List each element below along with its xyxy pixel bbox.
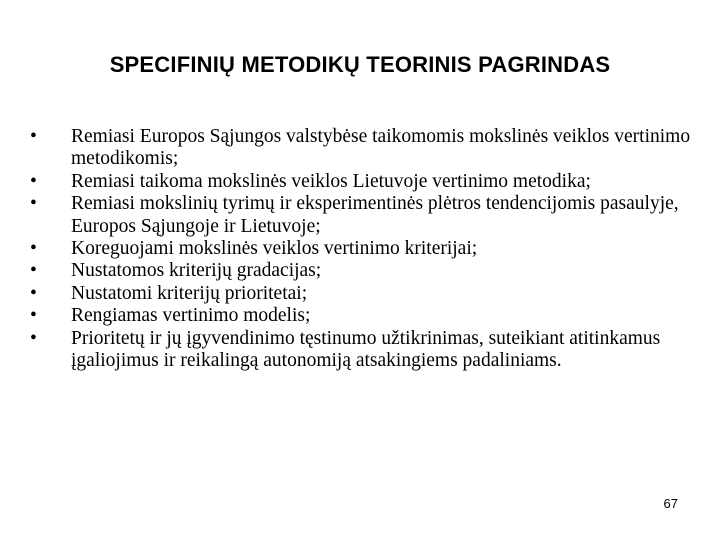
bullet-icon: • [30, 305, 37, 327]
list-item-text: Nustatomos kriterijų gradacijas; [71, 260, 322, 282]
bullet-icon: • [30, 170, 37, 192]
bullet-icon: • [30, 327, 37, 349]
page-number: 67 [663, 496, 678, 511]
bullet-list [30, 126, 700, 372]
list-item [30, 305, 700, 327]
list-item [30, 238, 700, 260]
list-item-text: Remiasi Europos Sąjungos valstybėse taikomomis mokslinės veiklos vertinimo metodikomis; [71, 126, 691, 170]
bullet-icon: • [30, 282, 37, 304]
bullet-icon: • [30, 260, 37, 282]
bullet-icon: • [30, 126, 37, 147]
list-item [30, 126, 700, 171]
bullet-icon: • [30, 238, 37, 260]
list-item [30, 171, 700, 193]
list-item-text: Prioritetų ir jų įgyvendinimo tęstinumo užtikrinimas, suteikiant atitinkamus įgaliojimus ir reikalingą autonomiją atsakingiems padaliniams. [71, 327, 661, 372]
list-item [30, 283, 700, 305]
list-item-text: Koreguojami mokslinės veiklos vertinimo kriterijai; [71, 238, 478, 260]
slide-title: SPECIFINIŲ METODIKŲ TEORINIS PAGRINDAS [109, 52, 611, 77]
list-item-text: Remiasi taikoma mokslinės veiklos Lietuvoje vertinimo metodika; [71, 170, 591, 192]
bullet-icon: • [30, 193, 37, 215]
list-item [30, 328, 700, 373]
list-item [30, 193, 700, 238]
list-item [30, 260, 700, 282]
list-item-text: Remiasi mokslinių tyrimų ir eksperimentinės plėtros tendencijomis pasaulyje, Europos Sąjungoje ir Lietuvoje; [71, 193, 679, 237]
list-item-text: Nustatomi kriterijų prioritetai; [71, 282, 308, 304]
list-item-text: Rengiamas vertinimo modelis; [71, 305, 311, 327]
